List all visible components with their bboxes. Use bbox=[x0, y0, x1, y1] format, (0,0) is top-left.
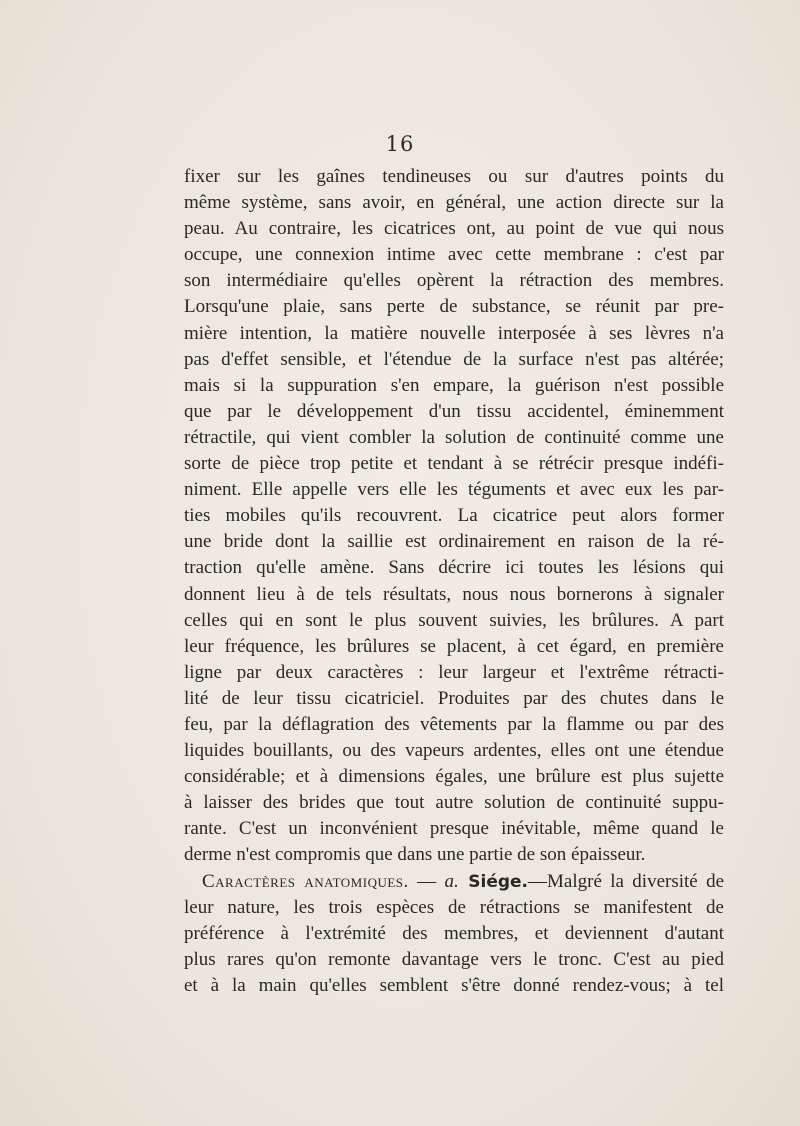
section-heading: Caractères anatomiques. bbox=[202, 870, 409, 892]
subsection-title: Siége. bbox=[458, 871, 529, 892]
text-line: celles qui en sont le plus souvent suivies, les brûlures. A part bbox=[184, 609, 724, 631]
section-heading-line bbox=[184, 869, 724, 895]
subsection-letter: a. bbox=[444, 870, 459, 892]
text-line: derme n'est compromis que dans une partie de son épaisseur. bbox=[184, 844, 646, 866]
page-number: 16 bbox=[385, 132, 415, 156]
heading-dash: — bbox=[408, 870, 445, 892]
section-first-line-text: Malgré la diversité de bbox=[547, 870, 725, 892]
text-line: rante. C'est un inconvénient presque inévitable, même quand le bbox=[184, 818, 724, 840]
text-line: traction qu'elle amène. Sans décrire ici toutes les lésions qui bbox=[184, 557, 724, 579]
subsection-dash: — bbox=[528, 870, 548, 892]
text-line: feu, par la déflagration des vêtements par la flamme ou par des bbox=[184, 713, 724, 735]
text-line: ligne par deux caractères : leur largeur et l'extrême rétracti- bbox=[184, 661, 724, 683]
text-line: pas d'effet sensible, et l'étendue de la surface n'est pas altérée; bbox=[184, 348, 724, 370]
text-line: une bride dont la saillie est ordinairement en raison de la ré- bbox=[184, 531, 724, 553]
text-line: même système, sans avoir, en général, une action directe sur la bbox=[184, 192, 724, 214]
text-line: sorte de pièce trop petite et tendant à se rétrécir presque indéfi- bbox=[184, 453, 724, 475]
text-line: à laisser des brides que tout autre solution de continuité suppu- bbox=[184, 792, 724, 814]
text-line: considérable; et à dimensions égales, une brûlure est plus sujette bbox=[184, 766, 724, 788]
text-line: leur fréquence, les brûlures se placent, à cet égard, en première bbox=[184, 635, 724, 657]
text-line: rétractile, qui vient combler la solution de continuité comme une bbox=[184, 426, 724, 448]
text-line: niment. Elle appelle vers elle les téguments et avec eux les par- bbox=[184, 479, 724, 501]
text-line: peau. Au contraire, les cicatrices ont, au point de vue qui nous bbox=[184, 218, 724, 240]
text-line: ties mobiles qu'ils recouvrent. La cicatrice peut alors former bbox=[184, 505, 724, 527]
text-line: mière intention, la matière nouvelle interposée à ses lèvres n'a bbox=[184, 322, 724, 344]
text-line: son intermédiaire qu'elles opèrent la rétraction des membres. bbox=[184, 270, 724, 292]
body-text bbox=[184, 164, 724, 999]
text-line: plus rares qu'on remonte davantage vers le tronc. C'est au pied bbox=[184, 948, 724, 970]
text-line: Lorsqu'une plaie, sans perte de substance, se réunit par pre- bbox=[184, 296, 724, 318]
text-line: lité de leur tissu cicatriciel. Produites par des chutes dans le bbox=[184, 687, 724, 709]
text-line: occupe, une connexion intime avec cette membrane : c'est par bbox=[184, 244, 724, 266]
text-line: préférence à l'extrémité des membres, et deviennent d'autant bbox=[184, 922, 724, 944]
text-line: mais si la suppuration s'en empare, la guérison n'est possible bbox=[184, 374, 724, 396]
text-line: leur nature, les trois espèces de rétractions se manifestent de bbox=[184, 896, 724, 918]
text-line: que par le développement d'un tissu accidentel, éminemment bbox=[184, 400, 724, 422]
text-line: et à la main qu'elles semblent s'être donné rendez-vous; à tel bbox=[184, 974, 724, 996]
text-line: liquides bouillants, ou des vapeurs ardentes, elles ont une étendue bbox=[184, 740, 724, 762]
text-line: donnent lieu à de tels résultats, nous nous bornerons à signaler bbox=[184, 583, 724, 605]
text-line: fixer sur les gaînes tendineuses ou sur d'autres points du bbox=[184, 166, 724, 187]
